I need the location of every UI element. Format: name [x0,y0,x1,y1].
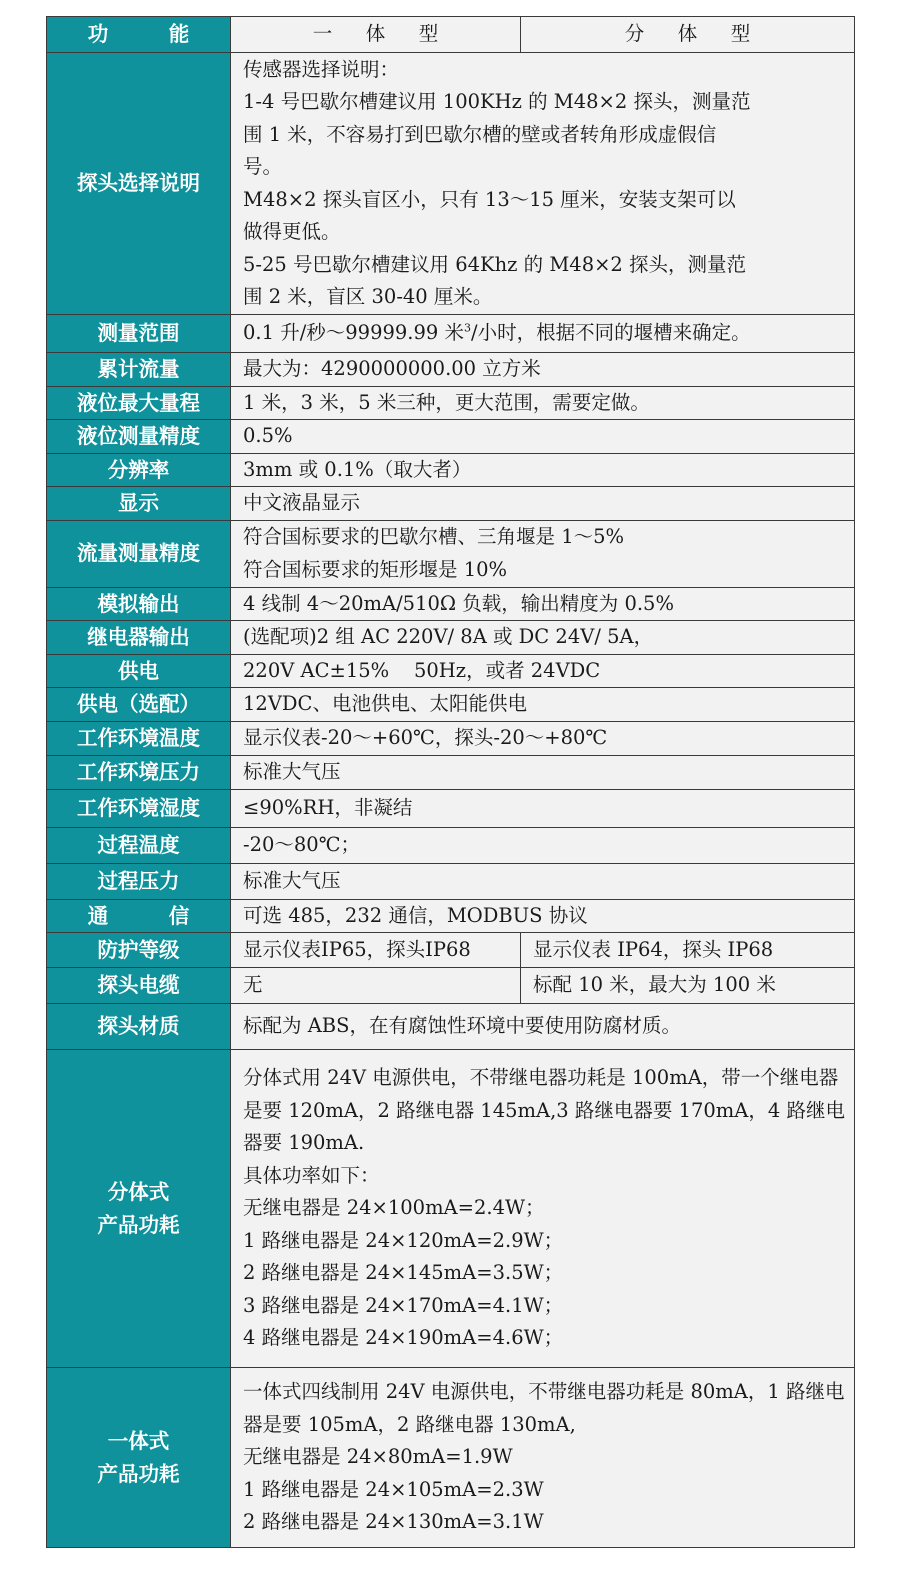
spec-row [47,587,855,621]
row-label: 通 信 [47,899,231,933]
row-value: 3mm 或 0.1%（取大者） [231,453,855,487]
value-line: 无继电器是 24×80mA=1.9W [243,1445,513,1469]
row-label: 模拟输出 [47,587,231,621]
row-label: 探头选择说明 [47,53,231,315]
row-label: 液位最大量程 [47,386,231,420]
row-value [231,520,855,587]
row-value [231,53,855,315]
spec-row-probe-selection [47,53,855,315]
spec-row [47,827,855,863]
spec-row [47,353,855,387]
value-line: 符合国标要求的矩形堰是 10% [243,557,508,581]
spec-row [47,386,855,420]
header-integrated: 一 体 型 [231,17,521,53]
row-label: 探头材质 [47,1004,231,1050]
row-value: 1 米，3 米，5 米三种，更大范围，需要定做。 [231,386,855,420]
row-value [231,1050,855,1368]
spec-row [47,688,855,722]
row-value: 标配为 ABS，在有腐蚀性环境中要使用防腐材质。 [231,1004,855,1050]
spec-row [47,755,855,789]
row-value: 标准大气压 [231,863,855,899]
header-function: 功 能 [47,17,231,53]
value-line: 符合国标要求的巴歇尔槽、三角堰是 1～5% [243,525,625,548]
row-label: 一体式 产品功耗 [47,1368,231,1548]
spec-row-integrated-power [47,1368,855,1548]
spec-table [46,16,855,1548]
spec-row-material [47,1004,855,1050]
row-value: (选配项)2 组 AC 220V/ 8A 或 DC 24V/ 5A， [231,621,855,655]
spec-row [47,721,855,755]
spec-row-measure-range [47,315,855,353]
row-label: 供电（选配） [47,688,231,722]
row-label: 防护等级 [47,933,231,968]
row-label: 流量测量精度 [47,520,231,587]
value-line: M48×2 探头盲区小，只有 13～15 厘米，安装支架可以 [243,187,736,211]
value-line: 围 2 米，盲区 30-40 厘米。 [243,285,493,308]
value-line: 1 路继电器是 24×105mA=2.3W [243,1477,544,1501]
row-label: 累计流量 [47,353,231,387]
row-value: ≤90%RH，非凝结 [231,789,855,827]
row-label: 显示 [47,487,231,521]
row-value: 0.1 升/秒～99999.99 米$^3$/小时，根据不同的堰槽来确定。 [231,315,855,353]
integrated-value: 无 [231,968,521,1004]
spec-row [47,420,855,454]
row-value: 可选 485，232 通信，MODBUS 协议 [231,899,855,933]
value-line: 具体功率如下： [243,1163,380,1187]
spec-row [47,863,855,899]
value-line: 4 路继电器是 24×190mA=4.6W； [243,1326,564,1350]
spec-row [47,654,855,688]
spec-row [47,789,855,827]
integrated-value: 显示仪表IP65，探头IP68 [231,933,521,968]
spec-row [47,453,855,487]
row-label: 工作环境温度 [47,721,231,755]
row-value: 0.5% [231,420,855,454]
row-label: 分辨率 [47,453,231,487]
row-label: 过程压力 [47,863,231,899]
spec-row-protection [47,933,855,968]
spec-row [47,899,855,933]
row-label: 探头电缆 [47,968,231,1004]
row-value: 中文液晶显示 [231,487,855,521]
row-value: 显示仪表-20～+60℃，探头-20～+80℃ [231,721,855,755]
spec-row-cable [47,968,855,1004]
value-line: 号。 [243,155,283,178]
row-label: 液位测量精度 [47,420,231,454]
value-line: 传感器选择说明： [243,57,400,81]
row-label: 继电器输出 [47,621,231,655]
spec-row [47,487,855,521]
split-value: 显示仪表 IP64，探头 IP68 [521,933,855,968]
row-label: 供电 [47,654,231,688]
value-line: 无继电器是 24×100mA=2.4W； [243,1196,545,1220]
row-label: 测量范围 [47,315,231,353]
value-line: 2 路继电器是 24×145mA=3.5W； [243,1261,564,1285]
split-value: 标配 10 米，最大为 100 米 [521,968,855,1004]
row-label: 分体式 产品功耗 [47,1050,231,1368]
value-line: 围 1 米，不容易打到巴歇尔槽的壁或者转角形成虚假信 [243,122,717,146]
spec-row [47,621,855,655]
spec-row-flow-accuracy [47,520,855,587]
value-paragraph: 一体式四线制用 24V 电源供电，不带继电器功耗是 80mA，1 路继电器是要 105mA，2 路继电器 130mA, [243,1380,845,1436]
row-label: 工作环境压力 [47,755,231,789]
value-line: 5-25 号巴歇尔槽建议用 64Khz 的 M48×2 探头，测量范 [243,252,747,276]
row-value: 最大为：4290000000.00 立方米 [231,353,855,387]
row-label: 过程温度 [47,827,231,863]
row-value: 4 线制 4～20mA/510Ω 负载，输出精度为 0.5% [231,587,855,621]
row-value [231,1368,855,1548]
row-value: 12VDC、电池供电、太阳能供电 [231,688,855,722]
row-value: 220V AC±15% 50Hz，或者 24VDC [231,654,855,688]
value-line: 2 路继电器是 24×130mA=3.1W [243,1510,544,1534]
value-line: 1-4 号巴歇尔槽建议用 100KHz 的 M48×2 探头，测量范 [243,90,751,113]
row-value: 标准大气压 [231,755,855,789]
row-label: 工作环境湿度 [47,789,231,827]
header-split: 分 体 型 [521,17,855,53]
row-value: -20～80℃； [231,827,855,863]
spec-row-split-power [47,1050,855,1368]
value-line: 做得更低。 [243,220,341,243]
value-line: 3 路继电器是 24×170mA=4.1W； [243,1293,564,1317]
header-row [47,17,855,53]
value-line: 1 路继电器是 24×120mA=2.9W； [243,1228,564,1252]
value-paragraph: 分体式用 24V 电源供电，不带继电器功耗是 100mA，带一个继电器是要 120mA，2 路继电器 145mA,3 路继电器要 170mA，4 路继电器要 190mA. [243,1066,845,1155]
